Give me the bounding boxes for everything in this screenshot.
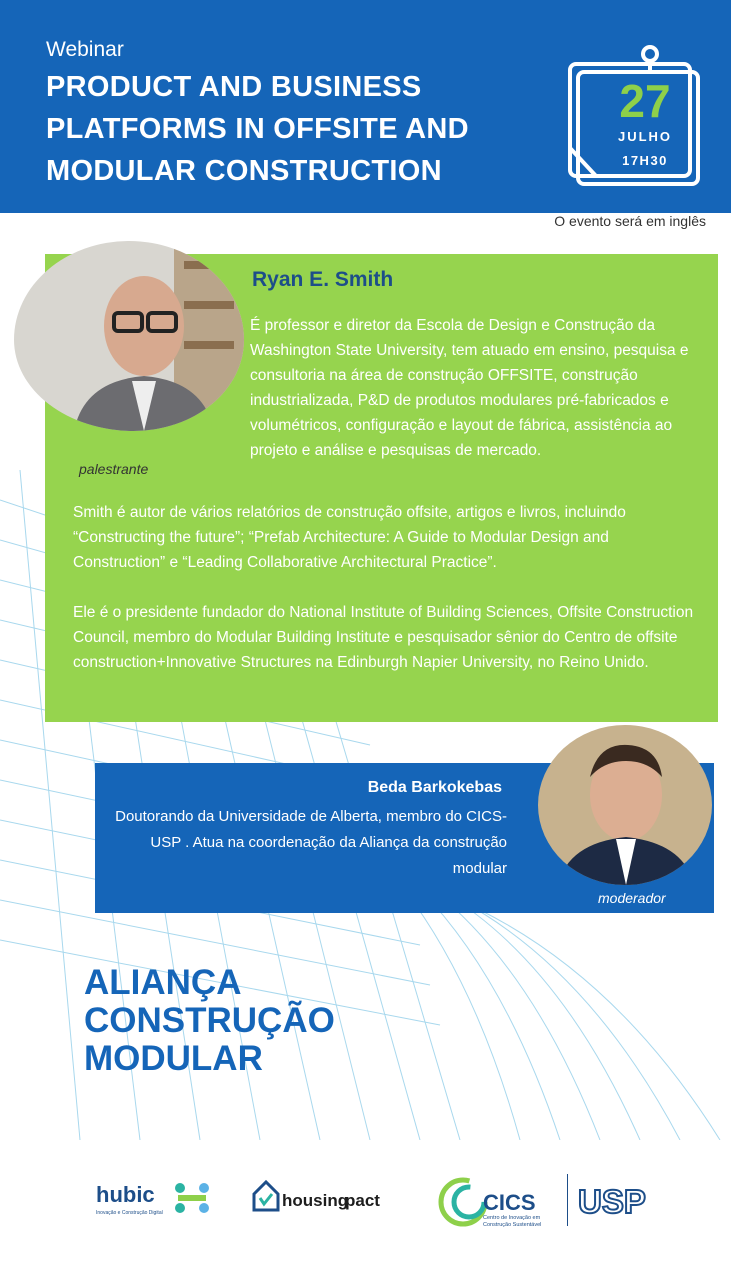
speaker-role: palestrante <box>79 461 149 477</box>
moderator-bio: Doutorando da Universidade de Alberta, membro do CICS-USP . Atua na coordenação da Aliança da construção modular <box>115 808 507 877</box>
cics-wordmark: CICS <box>483 1190 536 1215</box>
svg-text:pact: pact <box>345 1191 380 1210</box>
alliance-title <box>84 964 335 1078</box>
moderator-photo <box>538 725 712 885</box>
cics-tagline-1: Centro de Inovação em <box>483 1215 541 1221</box>
speaker-bio: É professor e diretor da Escola de Design e Construção da Washington State University, tem atuado em ensino, pesquisa e consultoria na área de construção OFFSITE, construção industrializada, P&D de produtos modulares pré-fabricados e volumétricos, configuração e layout de fábrica, assistência ao projeto e análise e pesquisas de mercado. <box>250 317 689 459</box>
svg-text:housing: housing <box>282 1191 349 1210</box>
svg-text:Inovação e Construção Digital: Inovação e Construção Digital <box>96 1210 163 1216</box>
speaker-name: Ryan E. Smith <box>252 268 394 291</box>
calendar-month: JULHO <box>617 129 673 144</box>
cics-tagline-2: Construção Sustentável <box>483 1222 542 1228</box>
speaker-publications: Smith é autor de vários relatórios de construção offsite, artigos e livros, incluindo “Constructing the future”; “Prefab Architecture: A Guide to Modular Design and Construction” e “Leading Collaborative Architectural Practice”. <box>73 504 626 571</box>
cics-logo <box>437 1172 557 1232</box>
speaker-photo <box>14 241 244 431</box>
logo-divider <box>567 1174 568 1226</box>
event-title: PRODUCT AND BUSINESS PLATFORMS IN OFFSITE AND MODULAR CONSTRUCTION <box>46 71 469 187</box>
usp-wordmark: USP <box>578 1183 646 1219</box>
speaker-affiliations: Ele é o presidente fundador do National Institute of Building Sciences, Offsite Construction Council, membro do Modular Building Institute e pesquisador sênior do Centro de offsite construction+Innovative Structures na Edinburgh Napier University, no Reino Unido. <box>73 604 694 671</box>
webinar-kicker: Webinar <box>46 38 124 61</box>
calendar-time: 17H30 <box>622 153 668 168</box>
moderator-role: moderador <box>598 890 666 906</box>
alliance-line-2: CONSTRUÇÃO <box>84 1001 335 1040</box>
moderator-name: Beda Barkokebas <box>367 779 502 796</box>
usp-logo <box>578 1183 660 1219</box>
language-note: O evento será em inglês <box>554 213 706 229</box>
calendar-day: 27 <box>619 75 671 127</box>
hubic-logo <box>96 1176 214 1220</box>
alliance-line-1: ALIANÇA <box>84 963 242 1002</box>
housingpact-logo <box>252 1178 387 1214</box>
svg-text:hubic: hubic <box>96 1182 155 1207</box>
alliance-line-3: MODULAR <box>84 1039 263 1078</box>
